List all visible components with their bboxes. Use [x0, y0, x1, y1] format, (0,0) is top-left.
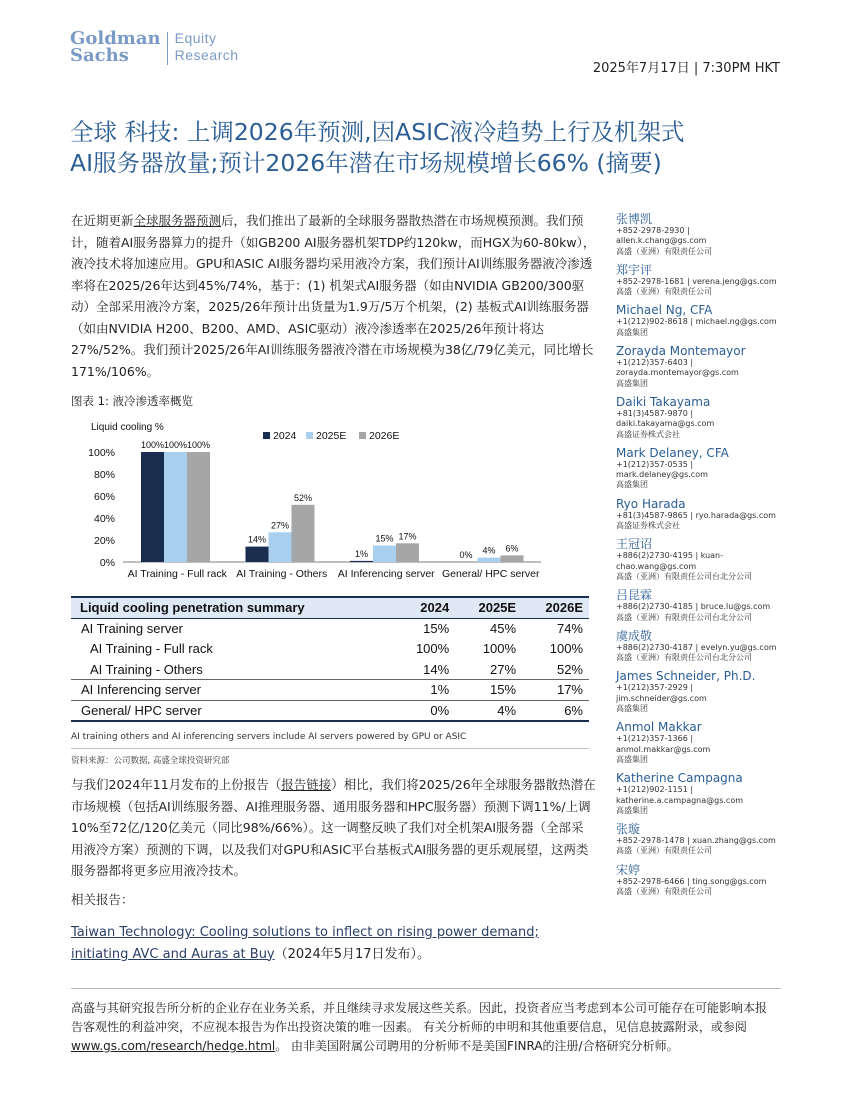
- analyst-contact: +1(212)357-2929 | jim.schneider@gs.com 高盛集团: [616, 683, 707, 714]
- table-cell: 0%: [394, 700, 455, 721]
- table-cell: 52%: [556, 661, 583, 677]
- penetration-summary-table: [71, 596, 589, 722]
- y-tick-label: 20%: [93, 535, 115, 547]
- data-label: 100%: [140, 440, 165, 450]
- bar: [350, 561, 373, 562]
- table-header: 2024: [394, 597, 455, 618]
- analyst-contact: +886(2)2730-4195 | kuan- chao.wang@gs.com 高盛（亚洲）有限责任公司台北分公司: [616, 551, 752, 581]
- analyst-card: [616, 822, 791, 857]
- x-tick-label: AI Inferencing server: [337, 568, 435, 580]
- legend-label: 2024: [273, 430, 297, 442]
- legend-swatch: [263, 432, 270, 439]
- footer-pre: 高盛与其研究报告所分析的企业存在业务关系，并且继续寻求发展这些关系。因此，投资者应当考虑到本公司可能存在可能影响本报告客观性的利益冲突，不应视本报告为作出投资决策的唯一因素。 有关分析师的申明和其他重要信息，见信息披露附录，或参阅: [71, 1001, 768, 1034]
- bar: [141, 452, 164, 562]
- bar: [373, 546, 396, 563]
- analyst-name: Katherine Campagna: [616, 771, 743, 786]
- table-cell: 6%: [522, 700, 589, 721]
- legend-swatch: [359, 432, 366, 439]
- y-tick-label: 100%: [88, 447, 115, 459]
- table-cell: 17%: [522, 680, 589, 701]
- analyst-name: James Schneider, Ph.D.: [616, 669, 756, 684]
- y-axis-label: Liquid cooling %: [91, 422, 164, 433]
- analyst-contact: +886(2)2730-4187 | evelyn.yu@gs.com 高盛（亚洲）有限责任公司台北分公司: [616, 642, 777, 663]
- table-row: [71, 700, 589, 721]
- logo-equity-research: [175, 30, 239, 70]
- data-label: 14%: [247, 534, 267, 545]
- y-tick-label: 0%: [99, 557, 115, 569]
- table-cell: 27%: [490, 661, 517, 677]
- analyst-contact: +1(212)902-1151 | katherine.a.campagna@gs.com 高盛集团: [616, 785, 744, 815]
- data-label: 100%: [163, 440, 188, 450]
- analyst-contact: +1(212)902-8618 | michael.ng@gs.com 高盛集团: [616, 317, 777, 337]
- bar: [396, 543, 419, 562]
- bar: [246, 547, 269, 562]
- bar: [478, 558, 501, 562]
- table-cell: General/ HPC server: [71, 700, 394, 721]
- bar: [164, 452, 187, 562]
- table-header: 2025E: [455, 597, 522, 618]
- footer-divider: [71, 988, 781, 989]
- analyst-name: 虞成敬: [616, 628, 653, 643]
- liquid-cooling-bar-chart: [71, 412, 591, 586]
- intro-pre: 在近期更新: [71, 213, 134, 228]
- logo-wordmark: [70, 30, 161, 70]
- data-label: 27%: [270, 520, 290, 531]
- bar: [501, 555, 524, 562]
- data-label: 0%: [459, 550, 473, 560]
- table-cell: AI Training - Full rack: [90, 641, 213, 657]
- logo-right2: Research: [174, 47, 239, 63]
- table-cell: 1%: [394, 680, 455, 701]
- y-tick-label: 80%: [93, 469, 115, 481]
- analyst-contact: +852-2978-2930 | allen.k.chang@gs.com 高盛（亚洲）有限责任公司: [616, 226, 712, 256]
- analyst-contact: +81(3)4587-9865 | ryo.harada@gs.com 高盛证券株式会社: [616, 510, 776, 531]
- analyst-card: [616, 395, 791, 440]
- title-line2: AI服务器放量;预计2026年潜在市场规模增长66% (摘要): [70, 149, 662, 177]
- logo-line1: Goldman: [70, 28, 161, 49]
- table-row: [71, 659, 589, 680]
- analyst-name: Mark Delaney, CFA: [616, 445, 729, 460]
- analyst-contact: +1(212)357-0535 | mark.delaney@gs.com 高盛集团: [616, 459, 708, 490]
- y-tick-label: 60%: [93, 491, 115, 503]
- analyst-contact: +81(3)4587-9870 | daiki.takayama@gs.com 高盛证券株式会社: [616, 408, 715, 439]
- analyst-name: Anmol Makkar: [616, 720, 702, 735]
- data-label: 4%: [482, 545, 496, 556]
- analyst-name: 张璇: [616, 822, 641, 837]
- analyst-card: [616, 303, 791, 338]
- analyst-name: Ryo Harada: [616, 496, 686, 511]
- data-label: 17%: [398, 531, 417, 542]
- data-label: 15%: [375, 533, 394, 544]
- table-cell: 15%: [423, 621, 450, 636]
- table-cell: AI Training server: [81, 621, 183, 636]
- table-cell: 74%: [556, 621, 583, 636]
- table-cell: 15%: [455, 680, 522, 701]
- bar: [187, 452, 210, 562]
- legend-swatch: [306, 432, 313, 439]
- related-reports-title: 相关报告：: [71, 892, 134, 907]
- analyst-name: Michael Ng, CFA: [616, 303, 713, 318]
- analyst-card: [616, 344, 791, 389]
- report-title: [70, 117, 770, 179]
- report-date: 2025年7月17日 | 7:30PM HKT: [592, 61, 780, 76]
- analyst-contact: +852-2978-1478 | xuan.zhang@gs.com 高盛（亚洲）有限责任公司: [616, 836, 776, 856]
- intro-paragraph: [71, 210, 596, 382]
- analyst-card: [616, 212, 791, 257]
- table-cell: 14%: [423, 661, 450, 677]
- analyst-contact: +852-2978-6466 | ting.song@gs.com 高盛（亚洲）有限责任公司: [616, 876, 767, 896]
- analyst-card: [616, 771, 791, 816]
- table-row: [71, 680, 589, 701]
- table-header-row: [71, 597, 589, 618]
- table-cell: AI Inferencing server: [71, 680, 394, 701]
- analyst-card: [616, 446, 791, 491]
- legend-label: 2025E: [316, 430, 347, 442]
- table-cell: 100%: [482, 641, 517, 657]
- footer-post: 。 由非美国附属公司聘用的分析师不是美国FINRA的注册/合格研究分析师。: [275, 1039, 679, 1053]
- logo-line2: Sachs: [70, 45, 129, 66]
- disclosure-footer: [71, 999, 771, 1056]
- intro-post: 后，我们推出了最新的全球服务器散热潜在市场规模预测。我们预计，随着AI服务器算力的提升（如GB200 AI服务器机架TDP约120kw，而HGX为60-80kw），液冷技术将加速应用。GPU和ASIC AI服务器均采用液冷方案，我们预计AI训练服务器液冷渗透率将在2025/26年达到45%/74%，基于：(1) 机架式AI服务器（如由NVIDIA GB200/300驱动）全部采用液冷方案，2025/26年预计出货量为1.9万/5万个机架，(2) 基板式AI训练服务器（如由NVIDIA H200、B200、AMD、ASIC驱动）液冷渗透率在2025/26年预计将达27%/52%。我们预计2025/26年AI训练服务器液冷潜在市场规模为38亿/79亿美元，同比增长171%/106%。: [71, 213, 596, 379]
- source-line: 资料来源：公司数据, 高盛全球投资研究部: [71, 756, 230, 766]
- analyst-card: [616, 629, 791, 664]
- analyst-name: 吕昆霖: [616, 588, 653, 603]
- table-row: [71, 639, 589, 660]
- data-label: 6%: [505, 543, 519, 554]
- figure-title: 图表 1: 液冷渗透率概览: [71, 394, 194, 408]
- table-header: Liquid cooling penetration summary: [71, 597, 394, 618]
- table-cell: 4%: [455, 700, 522, 721]
- table-cell: AI Training - Others: [90, 661, 203, 677]
- table-note: AI training others and AI inferencing servers include AI servers powered by GPU or ASIC: [71, 732, 467, 742]
- logo-divider: [167, 32, 168, 65]
- table-cell: 100%: [549, 641, 583, 657]
- report-link[interactable]: 报告链接: [281, 777, 332, 792]
- x-tick-label: General/ HPC server: [442, 568, 540, 580]
- table-cell: 100%: [415, 641, 450, 657]
- para2-pre: 与我们2024年11月发布的上份报告（: [71, 777, 282, 792]
- analyst-contact: +852-2978-1681 | verena.jeng@gs.com 高盛（亚洲）有限责任公司: [616, 276, 777, 297]
- y-tick-label: 40%: [93, 513, 115, 525]
- table-header: 2026E: [522, 597, 589, 618]
- x-tick-label: AI Training - Full rack: [127, 568, 227, 580]
- data-label: 52%: [293, 492, 313, 503]
- data-label: 1%: [354, 548, 369, 559]
- analyst-card: [616, 537, 791, 582]
- analyst-card: [616, 669, 791, 714]
- para2-post: ）相比，我们将2025/26年全球服务器散热潜在市场规模（包括AI训练服务器、AI推理服务器、通用服务器和HPC服务器）预测下调11%/上调10%至72亿/120亿美元（同比98%/66%）。这一调整反映了我们对全机架AI服务器（全部采用液冷方案）预测的下调，以及我们对GPU和ASIC平台基板式AI服务器的更乐观展望，这两类服务器都将更多应用液冷技术。: [71, 777, 596, 878]
- comparison-paragraph: [71, 774, 596, 882]
- goldman-sachs-logo: [70, 30, 239, 70]
- analyst-card: [616, 863, 791, 898]
- server-forecast-link[interactable]: 全球服务器预测: [133, 213, 222, 228]
- analyst-name: Daiki Takayama: [616, 394, 711, 409]
- analyst-contact: +1(212)357-1366 | anmol.makkar@gs.com 高盛集团: [616, 734, 711, 764]
- legend-label: 2026E: [369, 430, 400, 442]
- analyst-card: [616, 720, 791, 765]
- x-tick-label: AI Training - Others: [236, 568, 328, 580]
- analyst-contact: +1(212)357-6403 | zorayda.montemayor@gs.com 高盛集团: [616, 358, 739, 388]
- analyst-card: [616, 588, 791, 623]
- related-report-date: （2024年5月17日发布）。: [274, 946, 431, 962]
- table-row: [71, 618, 589, 639]
- analyst-card: [616, 263, 791, 298]
- logo-right1: Equity: [174, 30, 217, 46]
- related-report-link[interactable]: Taiwan Technology: Cooling solutions to inflect on rising power demand; initiating AVC and Auras at Buy: [71, 925, 539, 962]
- source-divider: [71, 748, 589, 749]
- related-report: [71, 922, 596, 965]
- analyst-name: 王冠诏: [616, 537, 653, 552]
- data-label: 100%: [186, 440, 211, 450]
- analyst-card: [616, 497, 791, 532]
- bar: [269, 532, 292, 562]
- analyst-name: 宋婷: [616, 862, 641, 877]
- disclosure-link[interactable]: www.gs.com/research/hedge.html: [71, 1039, 276, 1053]
- bar: [292, 505, 315, 562]
- title-line1: 全球 科技: 上调2026年预测,因ASIC液冷趋势上行及机架式: [70, 118, 685, 146]
- table-cell: 45%: [490, 621, 517, 636]
- analyst-name: Zorayda Montemayor: [616, 344, 746, 359]
- analyst-list: [616, 212, 791, 903]
- analyst-name: 郑宇评: [616, 262, 653, 277]
- analyst-contact: +886(2)2730-4185 | bruce.lu@gs.com 高盛（亚洲）有限责任公司台北分公司: [616, 602, 771, 622]
- analyst-name: 张博凯: [616, 212, 653, 226]
